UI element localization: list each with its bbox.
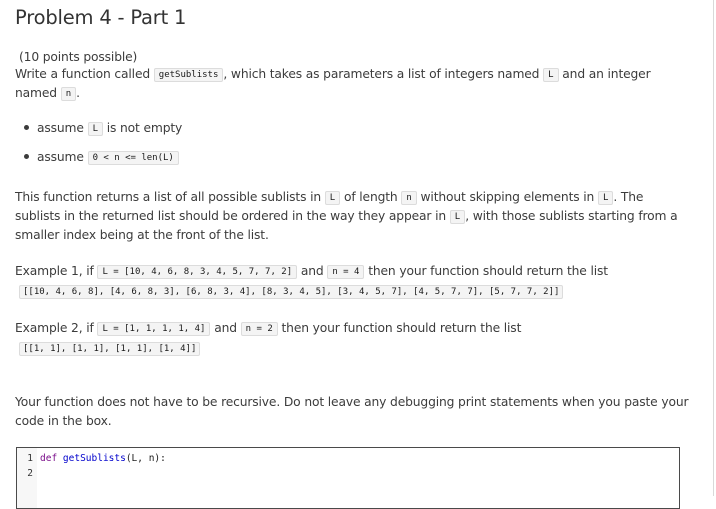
line-number: 2 <box>27 468 33 479</box>
description-line-3: smaller index being at the front of the list. <box>15 228 269 242</box>
assumption-code: 0 < n <= len(L) <box>88 151 179 165</box>
example-text: and <box>300 264 324 278</box>
assumption-text: assume <box>37 121 84 135</box>
param-L-code: L <box>325 191 340 205</box>
assumption-item <box>24 121 182 135</box>
assumption-text: assume <box>37 150 84 164</box>
intro-text: and an integer <box>562 67 651 81</box>
example-1-line <box>15 262 608 282</box>
line-number-gutter <box>17 448 37 508</box>
page-right-border <box>713 0 714 496</box>
code-line[interactable] <box>40 453 166 464</box>
function-name-code: getSublists <box>154 68 224 82</box>
code-signature: (L, n): <box>125 453 166 464</box>
example-L-code: L = [1, 1, 1, 1, 4] <box>97 322 210 336</box>
example-text: Example 1, if <box>15 264 94 278</box>
points-possible: (10 points possible) <box>19 50 138 64</box>
code-keyword: def <box>40 453 58 464</box>
example-2-line <box>15 319 521 339</box>
example-1-result: [[10, 4, 6, 8], [4, 6, 8, 3], [6, 8, 3, 4], [8, 3, 4, 5], [3, 4, 5, 7], [4, 5, 7, 7], [5, 7, 7, 2]] <box>19 285 563 299</box>
line-number: 1 <box>27 453 33 464</box>
page-title: Problem 4 - Part 1 <box>15 6 187 29</box>
description-text: This function returns a list of all possible sublists in <box>15 190 321 204</box>
example-text: then your function should return the list <box>368 264 608 278</box>
assumption-code: L <box>88 122 103 136</box>
description-text: of length <box>343 190 398 204</box>
code-line[interactable] <box>40 468 640 482</box>
param-L-code: L <box>543 68 558 82</box>
code-function-name: getSublists <box>62 453 126 464</box>
bullet-dot <box>24 125 29 130</box>
assumption-text: is not empty <box>106 121 183 135</box>
note-line-1: Your function does not have to be recursive. Do not leave any debugging print statements when you paste your <box>15 395 689 409</box>
intro-line-2 <box>15 84 80 104</box>
example-L-code: L = [10, 4, 6, 8, 3, 4, 5, 7, 7, 2] <box>97 265 297 279</box>
example-text: Example 2, if <box>15 321 94 335</box>
param-L-code: L <box>450 210 465 224</box>
description-text: , with those sublists starting from a <box>465 209 678 223</box>
example-2-result: [[1, 1], [1, 1], [1, 1], [1, 4]] <box>19 342 200 356</box>
param-L-code: L <box>598 191 613 205</box>
example-n-code: n = 2 <box>241 322 278 336</box>
intro-line-1 <box>15 65 651 85</box>
description-text: without skipping elements in <box>420 190 595 204</box>
code-editor[interactable] <box>16 447 680 509</box>
param-n-code: n <box>61 87 76 101</box>
description-text: . The <box>613 190 644 204</box>
description-line-2 <box>15 207 677 227</box>
bullet-dot <box>24 154 29 159</box>
description-text: sublists in the returned list should be ordered in the way they appear in <box>15 209 446 223</box>
intro-text: named <box>15 86 57 100</box>
note-line-2: code in the box. <box>15 414 112 428</box>
intro-text: Write a function called <box>15 67 151 81</box>
example-text: and <box>214 321 237 335</box>
example-text: then your function should return the list <box>281 321 522 335</box>
assumption-item <box>24 150 179 164</box>
description-line-1 <box>15 188 643 208</box>
param-n-code: n <box>401 191 416 205</box>
example-n-code: n = 4 <box>327 265 364 279</box>
intro-text: , which takes as parameters a list of integers named <box>223 67 540 81</box>
intro-text: . <box>76 86 80 100</box>
